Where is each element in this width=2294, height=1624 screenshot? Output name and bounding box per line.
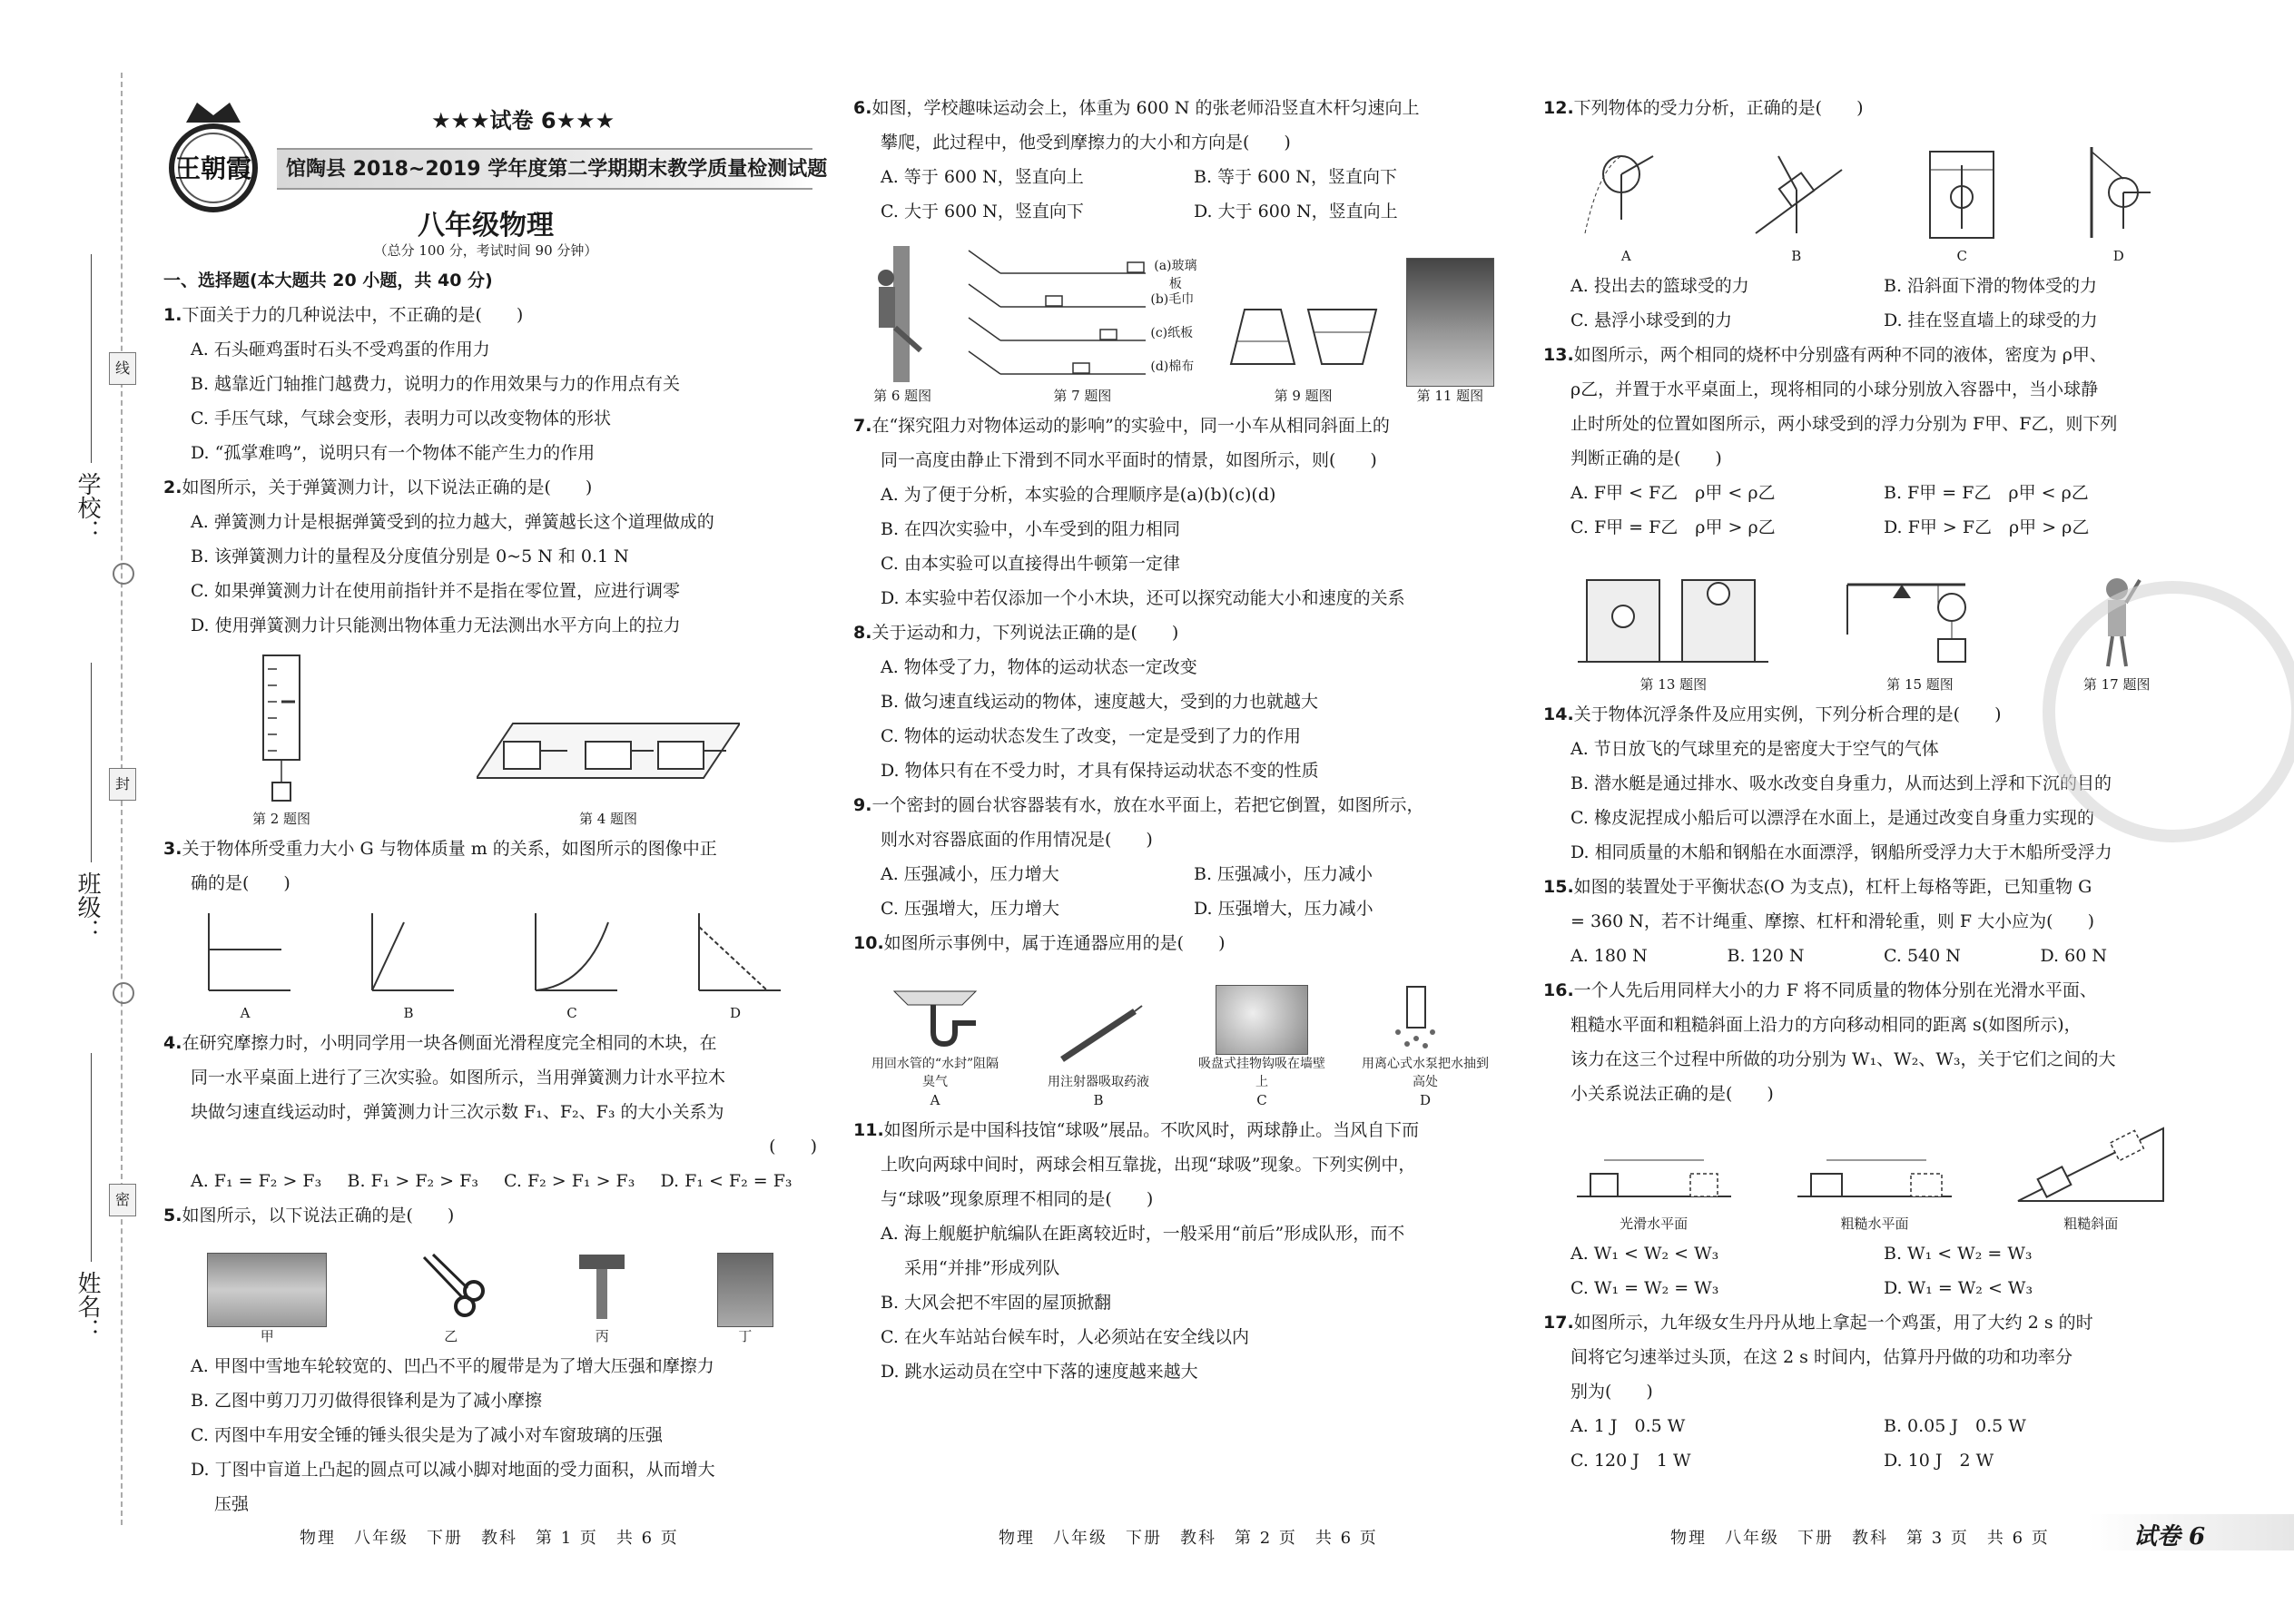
option-b[interactable]: B. 在四次实验中，小车受到的阻力相同 — [881, 519, 1181, 539]
photo-hammer — [575, 1250, 629, 1345]
option-d[interactable]: D. 60 N — [2040, 946, 2107, 966]
figure-row-q2-q4 — [163, 646, 817, 828]
q-stem-cont: 小关系说法正确的是( ) — [1570, 1084, 1774, 1104]
options-q6-row1 — [853, 160, 1507, 194]
diagram-a[interactable] — [1580, 143, 1671, 265]
graph-label: D — [729, 1005, 742, 1021]
options-q15 — [1543, 939, 2197, 973]
logo-text: 王朝霞 — [174, 153, 252, 183]
choice-label: A — [930, 1092, 940, 1108]
q-stem: 下面关于力的几种说法中，不正确的是( ) — [182, 305, 524, 325]
figure-caption: 第 15 题图 — [1886, 676, 1954, 693]
options-q12-row1 — [1543, 269, 2197, 303]
figure-row-q5 — [163, 1236, 817, 1345]
photo-label: 丁 — [738, 1328, 753, 1344]
question-5 — [163, 1198, 817, 1233]
brand-logo — [159, 95, 268, 213]
q-number: 10. — [853, 933, 884, 953]
q-number: 3. — [163, 839, 182, 859]
option-c[interactable]: C. F甲 = F乙 ρ甲 > ρ乙 — [1570, 517, 1776, 537]
diagram-label: D — [2112, 248, 2124, 264]
figure-row-q10 — [853, 964, 1507, 1109]
options-q6-row2 — [853, 194, 1507, 229]
q-number: 1. — [163, 305, 182, 325]
question-16 — [1543, 973, 2197, 1008]
question-17 — [1543, 1305, 2197, 1340]
friction-experiment-illustration — [477, 705, 740, 805]
option-b[interactable]: B. 压强减小，压力减小 — [1194, 864, 1373, 884]
q-stem-cont: ρ乙，并置于水平桌面上，现将相同的小球分别放入容器中，当小球静 — [1570, 379, 2099, 399]
option-c[interactable]: C. 物体的运动状态发生了改变，一定是受到了力的作用 — [881, 726, 1301, 746]
school-label: 学校： — [74, 472, 101, 543]
option-b[interactable]: B. W₁ < W₂ = W₃ — [1884, 1244, 2033, 1264]
surface-label-a: (a)玻璃板 — [1154, 259, 1197, 291]
option-b[interactable]: B. 0.05 J 0.5 W — [1884, 1416, 2026, 1436]
q-number: 15. — [1543, 877, 1574, 897]
footer-page-1: 物理 八年级 下册 教科 第 1 页 共 6 页 — [300, 1529, 679, 1548]
q-stem-cont: 间将它匀速举过头顶，在这 2 s 时间内，估算丹丹做的功和功率分 — [1570, 1347, 2072, 1367]
option-d[interactable]: D. F₁ < F₂ = F₃ — [660, 1171, 793, 1191]
q-stem-cont: 该力在这三个过程中所做的功分别为 W₁、W₂、W₃，关于它们之间的大 — [1570, 1049, 2116, 1069]
option-d[interactable]: D. 本实验中若仅添加一个小木块，还可以探究动能大小和速度的关系 — [881, 588, 1405, 608]
option-d[interactable]: D. 10 J 2 W — [1884, 1451, 1994, 1471]
exam-info: （总分 100 分，考试时间 90 分钟） — [373, 242, 598, 259]
option-c[interactable]: C. 橡皮泥捏成小船后可以漂浮在水面上，是通过改变自身重力实现的 — [1570, 808, 2094, 828]
option-a[interactable]: A. 石头砸鸡蛋时石头不受鸡蛋的作用力 — [191, 340, 490, 359]
seal-mark-secret: 密 — [109, 1184, 136, 1216]
q-stem: 如图所示，关于弹簧测力计，以下说法正确的是( ) — [182, 477, 593, 497]
choice-c-suction-hook[interactable] — [1194, 985, 1330, 1109]
choice-label: C — [1256, 1092, 1267, 1108]
figure-13 — [1578, 571, 1768, 694]
q-stem: 关于物体沉浮条件及应用实例，下列分析合理的是( ) — [1573, 704, 2002, 724]
option-c[interactable]: C. 大于 600 N，竖直向下 — [881, 202, 1084, 221]
q-stem-cont: 粗糙水平面和粗糙斜面上沿力的方向移动相同的距离 s(如图所示)， — [1570, 1015, 2082, 1035]
footer-page-3: 物理 八年级 下册 教科 第 3 页 共 6 页 — [1670, 1529, 2050, 1548]
q-stem-cont: 与“球吸”现象原理不相同的是( ) — [881, 1189, 1154, 1209]
q-stem-cont: 判断正确的是( ) — [1570, 448, 1722, 468]
question-13 — [1543, 338, 2197, 372]
diagram-label: B — [1791, 248, 1802, 264]
option-b[interactable]: B. F甲 = F乙 ρ甲 < ρ乙 — [1884, 483, 2089, 503]
options-q13-row1 — [1543, 476, 2197, 510]
photo-label: 乙 — [444, 1328, 458, 1344]
surface-label-d: (d)棉布 — [1150, 359, 1195, 374]
choice-d-water-pump[interactable] — [1357, 982, 1493, 1109]
q-stem: 如图所示，九年级女生丹丹从地上拿起一个鸡蛋，用了大约 2 s 的时 — [1573, 1313, 2093, 1333]
q-stem: 如图的装置处于平衡状态(O 为支点)，杠杆上每格等距，已知重物 G — [1573, 877, 2092, 897]
exam-title: 馆陶县 2018~2019 学年度第二学期期末教学质量检测试题 — [286, 158, 828, 181]
figure-row-q3 — [163, 904, 817, 1022]
q-stem: 如图，学校趣味运动会上，体重为 600 N 的张老师沿竖直木杆匀速向上 — [871, 98, 1420, 118]
figure-caption: 第 9 题图 — [1274, 388, 1333, 404]
q-stem: 一个密封的圆台状容器装有水，放在水平面上，若把它倒置，如图所示， — [871, 795, 1424, 815]
graph-label: B — [403, 1005, 414, 1021]
surface-rough — [1793, 1137, 1956, 1233]
option-a[interactable]: A. 等于 600 N，竖直向上 — [881, 167, 1084, 187]
q-stem: 关于运动和力，下列说法正确的是( ) — [871, 623, 1179, 643]
option-c[interactable]: C. 由本实验可以直接得出牛顿第一定律 — [881, 554, 1180, 574]
photo-snow-vehicle — [207, 1253, 327, 1345]
choice-label: B — [1093, 1092, 1104, 1108]
diagram-label: C — [1956, 248, 1967, 264]
diagram-label: A — [1620, 248, 1631, 264]
surface-label-c: (c)纸板 — [1150, 326, 1194, 340]
option-c[interactable]: C. W₁ = W₂ = W₃ — [1570, 1278, 1719, 1298]
column-1 — [163, 263, 817, 1521]
q-stem: 下列物体的受力分析，正确的是( ) — [1573, 98, 1864, 118]
name-label: 姓名： — [74, 1271, 101, 1342]
figure-15 — [1838, 562, 2002, 694]
diagram-c[interactable] — [1921, 143, 2003, 265]
option-b[interactable]: B. 做匀速直线运动的物体，速度越大，受到的力也就越大 — [881, 692, 1319, 712]
figure-4 — [477, 705, 740, 828]
option-d[interactable]: D. F甲 > F乙 ρ甲 > ρ乙 — [1884, 517, 2090, 537]
q-stem: 在研究摩擦力时，小明同学用一块各侧面光滑程度完全相同的木块，在 — [182, 1033, 717, 1053]
figure-6 — [866, 246, 939, 405]
q-stem: 如图所示事例中，属于连通器应用的是( ) — [883, 933, 1226, 953]
footer-badge — [2088, 1514, 2294, 1550]
surface-smooth — [1572, 1137, 1736, 1233]
option-c[interactable]: C. 手压气球，气球会变形，表明力可以改变物体的形状 — [191, 408, 611, 428]
photo-tactile-path — [717, 1253, 773, 1345]
option-c[interactable]: C. 丙图中车用安全锤的锤头很尖是为了减小对车窗玻璃的压强 — [191, 1425, 663, 1445]
option-d[interactable]: D. 压强增大，压力减小 — [1194, 899, 1373, 919]
surface-caption: 粗糙水平面 — [1840, 1216, 1909, 1232]
q-stem-cont: 同一水平桌面上进行了三次实验。如图所示，当用弹簧测力计水平拉木 — [191, 1068, 726, 1088]
graph-label: C — [566, 1005, 577, 1021]
photo-label: 甲 — [260, 1328, 274, 1344]
q-stem-cont: 别为( ) — [1570, 1382, 1653, 1402]
question-9 — [853, 788, 1507, 822]
q-number: 13. — [1543, 345, 1574, 365]
q-stem: 在“探究阻力对物体运动的影响”的实验中，同一小车从相同斜面上的 — [871, 416, 1390, 436]
question-10 — [853, 926, 1507, 960]
options-q16-row2 — [1543, 1271, 2197, 1305]
q-stem-cont: 上吹向两球中间时，两球会相互靠拢，出现“球吸”现象。下列实例中， — [881, 1155, 1416, 1175]
option-a[interactable]: A. W₁ < W₂ < W₃ — [1570, 1244, 1719, 1264]
option-b[interactable]: B. 等于 600 N，竖直向下 — [1194, 167, 1398, 187]
q-stem-cont: 块做匀速直线运动时，弹簧测力计三次示数 F₁、F₂、F₃ 的大小关系为 — [191, 1102, 724, 1122]
option-c[interactable]: C. 压强增大，压力增大 — [881, 899, 1059, 919]
choice-caption: 用离心式水泵把水抽到高处 — [1362, 1057, 1489, 1089]
option-d[interactable]: D. 相同质量的木船和钢船在水面漂浮，钢船所受浮力大于木船所受浮力 — [1570, 842, 2112, 862]
graph-label: A — [240, 1005, 251, 1021]
option-b[interactable]: B. 该弹簧测力计的量程及分度值分别是 0~5 N 和 0.1 N — [191, 546, 629, 566]
option-b[interactable]: B. 沿斜面下滑的物体受的力 — [1884, 276, 2098, 296]
option-a[interactable]: A. 180 N — [1570, 946, 1648, 966]
option-a[interactable]: A. 压强减小，压力增大 — [881, 864, 1059, 884]
binding-margin — [0, 0, 154, 1624]
question-1 — [163, 298, 817, 332]
question-11 — [853, 1113, 1507, 1147]
q-number: 12. — [1543, 98, 1574, 118]
options-q16-row1 — [1543, 1236, 2197, 1271]
q-stem: 如图所示是中国科技馆“球吸”展品。不吹风时，两球静止。当风自下而 — [883, 1120, 1420, 1140]
diagram-b[interactable] — [1747, 143, 1846, 265]
option-a[interactable]: A. 节日放飞的气球里充的是密度大于空气的气体 — [1570, 739, 1939, 759]
question-7 — [853, 408, 1507, 443]
question-2 — [163, 470, 817, 505]
question-12 — [1543, 91, 2197, 125]
options-q17-row2 — [1543, 1443, 2197, 1478]
name-fill-line[interactable] — [91, 1053, 92, 1262]
figure-caption: 第 13 题图 — [1639, 676, 1708, 693]
option-b[interactable]: B. 大风会把不牢固的屋顶掀翻 — [881, 1293, 1112, 1313]
option-a[interactable]: A. 物体受了力，物体的运动状态一定改变 — [881, 657, 1197, 677]
figure-row-q12 — [1543, 129, 2197, 265]
option-d[interactable]: D. 大于 600 N，竖直向上 — [1194, 202, 1398, 221]
option-a[interactable]: A. 为了便于分析，本实验的合理顺序是(a)(b)(c)(d) — [881, 485, 1276, 505]
option-c[interactable]: C. 120 J 1 W — [1570, 1451, 1691, 1471]
class-fill-line[interactable] — [91, 663, 92, 862]
option-a[interactable]: A. 弹簧测力计是根据弹簧受到的拉力越大，弹簧越长这个道理做成的 — [191, 512, 714, 532]
options-q9-row2 — [853, 891, 1507, 926]
option-b[interactable]: B. 乙图中剪刀刀刃做得很锋利是为了减小摩擦 — [191, 1391, 543, 1411]
options-q12-row2 — [1543, 303, 2197, 338]
figure-2-caption: 第 2 题图 — [251, 811, 311, 827]
q-number: 14. — [1543, 704, 1574, 724]
q-number: 4. — [163, 1033, 182, 1053]
figure-7 — [964, 246, 1200, 405]
option-c[interactable]: C. 在火车站站台候车时，人必须站在安全线以内 — [881, 1327, 1249, 1347]
section-heading: 一、选择题(本大题共 20 小题，共 40 分) — [163, 271, 493, 290]
photo-scissors — [415, 1250, 487, 1345]
options-q9-row1 — [853, 857, 1507, 891]
option-d[interactable]: D. 丁图中盲道上凸起的圆点可以减小脚对地面的受力面积，从而增大 — [191, 1460, 715, 1480]
option-a[interactable]: A. 投出去的篮球受的力 — [1570, 276, 1749, 296]
surface-incline — [2013, 1119, 2168, 1233]
option-b[interactable]: B. F₁ > F₂ > F₃ — [347, 1171, 478, 1191]
figure-caption: 第 17 题图 — [2082, 676, 2151, 693]
surface-caption: 光滑水平面 — [1620, 1216, 1689, 1232]
figure-row-q6-q11 — [853, 232, 1507, 405]
seal-mark-line: 线 — [109, 352, 136, 385]
q-number: 6. — [853, 98, 872, 118]
choice-caption: 用回水管的“水封”阻隔臭气 — [871, 1057, 999, 1089]
choice-caption: 吸盘式挂物钩吸在墙壁上 — [1198, 1057, 1325, 1089]
figure-row-q16 — [1543, 1115, 2197, 1233]
q-stem: 如图所示，两个相同的烧杯中分别盛有两种不同的液体，密度为 ρ甲、 — [1573, 345, 2107, 365]
q-stem: 如图所示，以下说法正确的是( ) — [182, 1206, 455, 1225]
option-d-cont: 压强 — [214, 1494, 250, 1514]
option-b[interactable]: B. 120 N — [1727, 946, 1805, 966]
option-d[interactable]: D. W₁ = W₂ < W₃ — [1884, 1278, 2033, 1298]
graph-c[interactable] — [522, 909, 622, 1022]
series-banner: ★★★试卷 6★★★ — [431, 108, 615, 133]
option-a[interactable]: A. F₁ = F₂ > F₃ — [191, 1171, 322, 1191]
question-8 — [853, 615, 1507, 650]
option-a-cont: 采用“并排”形成列队 — [904, 1258, 1060, 1278]
figure-11 — [1406, 258, 1494, 405]
q-stem-cont: 同一高度由静止下滑到不同水平面时的情景，如图所示，则( ) — [881, 450, 1377, 470]
option-c[interactable]: C. 悬浮小球受到的力 — [1570, 310, 1732, 330]
option-a[interactable]: A. F甲 < F乙 ρ甲 < ρ乙 — [1570, 483, 1776, 503]
choice-label: D — [1419, 1092, 1432, 1108]
q-number: 5. — [163, 1206, 182, 1225]
graph-a[interactable] — [195, 909, 295, 1022]
options-q17-row1 — [1543, 1409, 2197, 1443]
q-stem: 一个人先后用同样大小的力 F 将不同质量的物体分别在光滑水平面、 — [1573, 980, 2097, 1000]
surface-caption: 粗糙斜面 — [2063, 1216, 2119, 1232]
choice-caption: 用注射器吸取药液 — [1048, 1075, 1149, 1089]
graph-d[interactable] — [685, 909, 785, 1022]
q-number: 17. — [1543, 1313, 1574, 1333]
q-number: 9. — [853, 795, 872, 815]
q-stem-cont: = 360 N，若不计绳重、摩擦、杠杆和滑轮重，则 F 大小应为( ) — [1570, 911, 2094, 931]
figure-caption: 第 11 题图 — [1416, 388, 1484, 404]
q-number: 16. — [1543, 980, 1574, 1000]
figure-2 — [241, 651, 322, 828]
badge-text: 试卷 6 — [2133, 1523, 2206, 1550]
q-stem-cont: 确的是( ) — [191, 873, 290, 893]
photo-label: 丙 — [595, 1328, 609, 1344]
option-d[interactable]: D. “孤掌难鸣”，说明只有一个物体不能产生力的作用 — [191, 443, 596, 463]
q-stem-cont: 则水对容器底面的作用情况是( ) — [881, 830, 1153, 850]
option-c[interactable]: C. F₂ > F₁ > F₃ — [504, 1171, 635, 1191]
q-stem: 关于物体所受重力大小 G 与物体质量 m 的关系，如图所示的图像中正 — [182, 839, 717, 859]
option-d[interactable]: D. 挂在竖直墙上的球受的力 — [1884, 310, 2098, 330]
graph-b[interactable] — [359, 909, 458, 1022]
figure-caption: 第 7 题图 — [1053, 388, 1112, 404]
surface-label-b: (b)毛巾 — [1150, 292, 1195, 307]
answer-paren: ( ) — [769, 1137, 817, 1156]
question-3 — [163, 832, 817, 866]
figure-4-caption: 第 4 题图 — [578, 811, 638, 827]
class-label: 班级： — [74, 871, 101, 942]
option-c[interactable]: C. 540 N — [1884, 946, 1961, 966]
footer-page-2: 物理 八年级 下册 教科 第 2 页 共 6 页 — [999, 1529, 1378, 1548]
watermark-stamp — [2043, 581, 2294, 842]
diagram-d[interactable] — [2078, 143, 2160, 265]
q-number: 2. — [163, 477, 182, 497]
figure-9 — [1226, 300, 1381, 405]
choice-a-drain-trap[interactable] — [867, 982, 1003, 1109]
option-d[interactable]: D. 物体只有在不受力时，才具有保持运动状态不变的性质 — [881, 761, 1319, 781]
figure-caption: 第 6 题图 — [873, 388, 932, 404]
subject-title: 八年级物理 — [418, 210, 554, 241]
options-q4 — [163, 1164, 817, 1198]
q-number: 7. — [853, 416, 872, 436]
seal-circle-1 — [113, 563, 134, 585]
question-4 — [163, 1026, 817, 1060]
q-number: 11. — [853, 1120, 884, 1140]
exam-header — [159, 95, 828, 277]
seal-circle-2 — [113, 982, 134, 1004]
school-fill-line[interactable] — [91, 254, 92, 463]
q-stem-cont: 止时所处的位置如图所示，两小球受到的浮力分别为 F甲、F乙，则下列 — [1570, 414, 2118, 434]
option-c[interactable]: C. 如果弹簧测力计在使用前指针并不是指在零位置，应进行调零 — [191, 581, 680, 601]
option-a[interactable]: A. 1 J 0.5 W — [1570, 1416, 1686, 1436]
q-number: 8. — [853, 623, 872, 643]
question-6 — [853, 91, 1507, 125]
column-2 — [853, 91, 1507, 1389]
option-b[interactable]: B. 潜水艇是通过排水、吸水改变自身重力，从而达到上浮和下沉的目的 — [1570, 773, 2112, 793]
spring-scale-illustration — [241, 651, 322, 805]
q-stem-cont: 攀爬，此过程中，他受到摩擦力的大小和方向是( ) — [881, 133, 1291, 153]
option-b[interactable]: B. 越靠近门轴推门越费力，说明力的作用效果与力的作用点有关 — [191, 374, 681, 394]
options-q13-row2 — [1543, 510, 2197, 545]
option-a[interactable]: A. 海上舰艇护航编队在距离较近时，一般采用“前后”形成队形，而不 — [881, 1224, 1405, 1244]
option-d[interactable]: D. 跳水运动员在空中下落的速度越来越大 — [881, 1362, 1198, 1382]
option-d[interactable]: D. 使用弹簧测力计只能测出物体重力无法测出水平方向上的拉力 — [191, 615, 681, 635]
seal-mark-seal: 封 — [109, 768, 136, 801]
question-15 — [1543, 870, 2197, 904]
choice-b-syringe[interactable] — [1030, 1000, 1167, 1109]
option-a[interactable]: A. 甲图中雪地车轮较宽的、凹凸不平的履带是为了增大压强和摩擦力 — [191, 1356, 714, 1376]
